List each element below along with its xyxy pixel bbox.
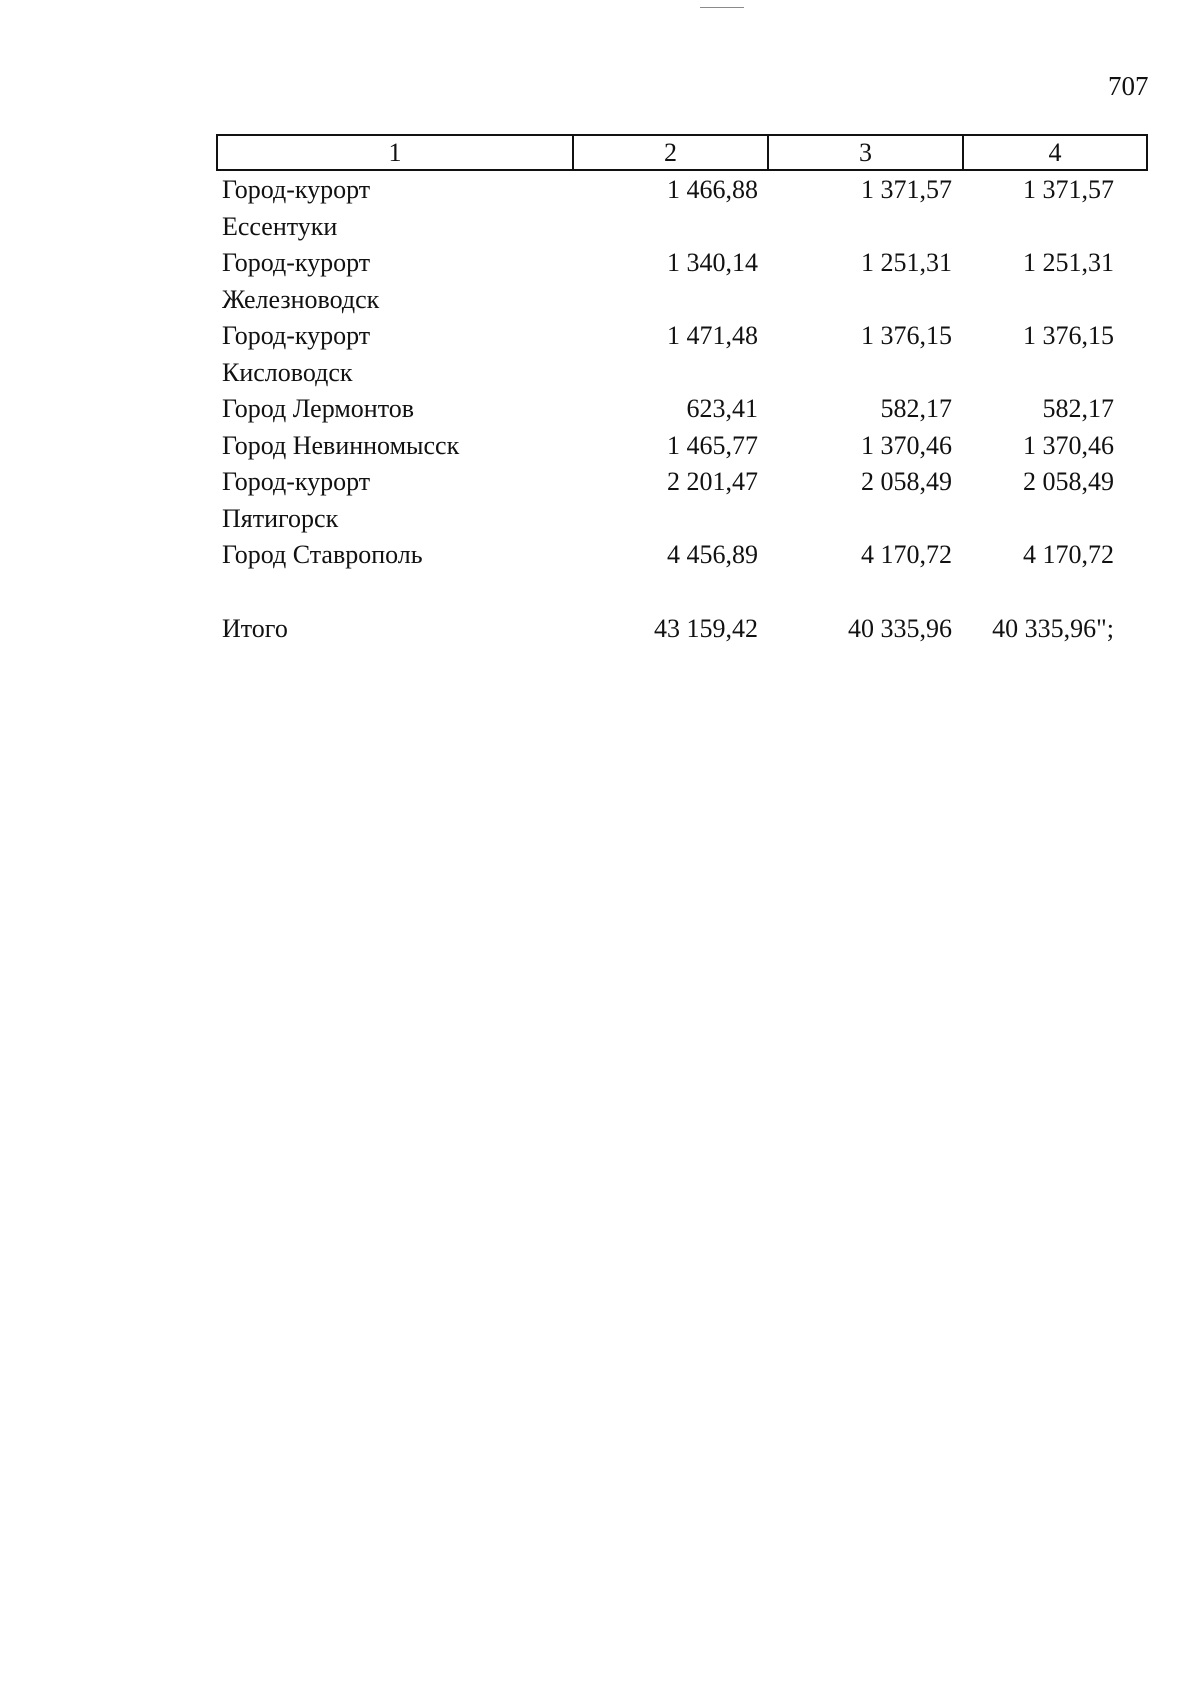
table-row xyxy=(216,537,1148,574)
column-header-1: 1 xyxy=(388,137,402,167)
table-body xyxy=(216,172,1148,647)
row-name xyxy=(216,245,570,318)
row-name-line: Город-курорт xyxy=(222,321,371,350)
cell-column-2: 4 456,89 xyxy=(667,540,758,569)
table-row xyxy=(216,245,1148,318)
table-row xyxy=(216,464,1148,537)
total-column-3: 40 335,96 xyxy=(848,613,952,643)
row-name-line: Город Лермонтов xyxy=(222,394,414,423)
row-name-line: Пятигорск xyxy=(222,503,339,533)
cell-column-3: 1 376,15 xyxy=(861,321,952,350)
column-header-2: 2 xyxy=(572,136,767,169)
total-row xyxy=(216,611,1148,648)
table-row xyxy=(216,391,1148,428)
column-header-3: 3 xyxy=(767,136,962,169)
page-number: 707 xyxy=(1108,71,1149,101)
row-name-line: Город Невинномысск xyxy=(222,430,460,460)
table-header-row xyxy=(216,134,1148,171)
row-name-line: Кисловодск xyxy=(222,357,353,387)
row-name xyxy=(216,428,570,465)
total-label: Итого xyxy=(222,613,288,643)
table-row xyxy=(216,172,1148,245)
total-column-2: 43 159,42 xyxy=(654,613,758,643)
row-name xyxy=(216,391,570,428)
cell-column-3: 4 170,72 xyxy=(861,540,952,569)
cell-column-3: 1 251,31 xyxy=(861,248,952,277)
row-name-line: Город-курорт xyxy=(222,248,371,277)
cell-column-2: 1 471,48 xyxy=(667,321,758,350)
cell-column-4: 1 251,31 xyxy=(1023,248,1114,277)
cell-column-3: 1 370,46 xyxy=(861,430,952,460)
cell-column-4: 1 376,15 xyxy=(1023,321,1114,350)
row-name-line: Город-курорт xyxy=(222,175,371,204)
cell-column-3: 1 371,57 xyxy=(861,175,952,204)
total-column-4: 40 335,96"; xyxy=(992,613,1114,643)
cell-column-2: 1 466,88 xyxy=(667,175,758,204)
cell-column-4: 1 371,57 xyxy=(1023,175,1114,204)
cell-column-4: 4 170,72 xyxy=(1023,540,1114,569)
cell-column-3: 2 058,49 xyxy=(861,467,952,496)
cell-column-4: 1 370,46 xyxy=(1023,430,1114,460)
cell-column-2: 2 201,47 xyxy=(667,467,758,496)
row-name xyxy=(216,172,570,245)
row-name-line: Ессентуки xyxy=(222,211,338,241)
data-table xyxy=(216,134,1148,647)
table-row xyxy=(216,428,1148,465)
row-name xyxy=(216,464,570,537)
cell-column-2: 623,41 xyxy=(686,394,758,423)
scan-mark-line xyxy=(700,7,744,8)
table-row xyxy=(216,318,1148,391)
cell-column-3: 582,17 xyxy=(880,394,952,423)
cell-column-2: 1 465,77 xyxy=(667,430,758,460)
row-name xyxy=(216,537,570,574)
column-header-4: 4 xyxy=(962,136,1146,169)
row-name xyxy=(216,318,570,391)
row-name-line: Город Ставрополь xyxy=(222,540,423,569)
cell-column-2: 1 340,14 xyxy=(667,248,758,277)
cell-column-4: 2 058,49 xyxy=(1023,467,1114,496)
row-name-line: Железноводск xyxy=(222,284,380,314)
cell-column-4: 582,17 xyxy=(1042,394,1114,423)
row-name-line: Город-курорт xyxy=(222,467,371,496)
